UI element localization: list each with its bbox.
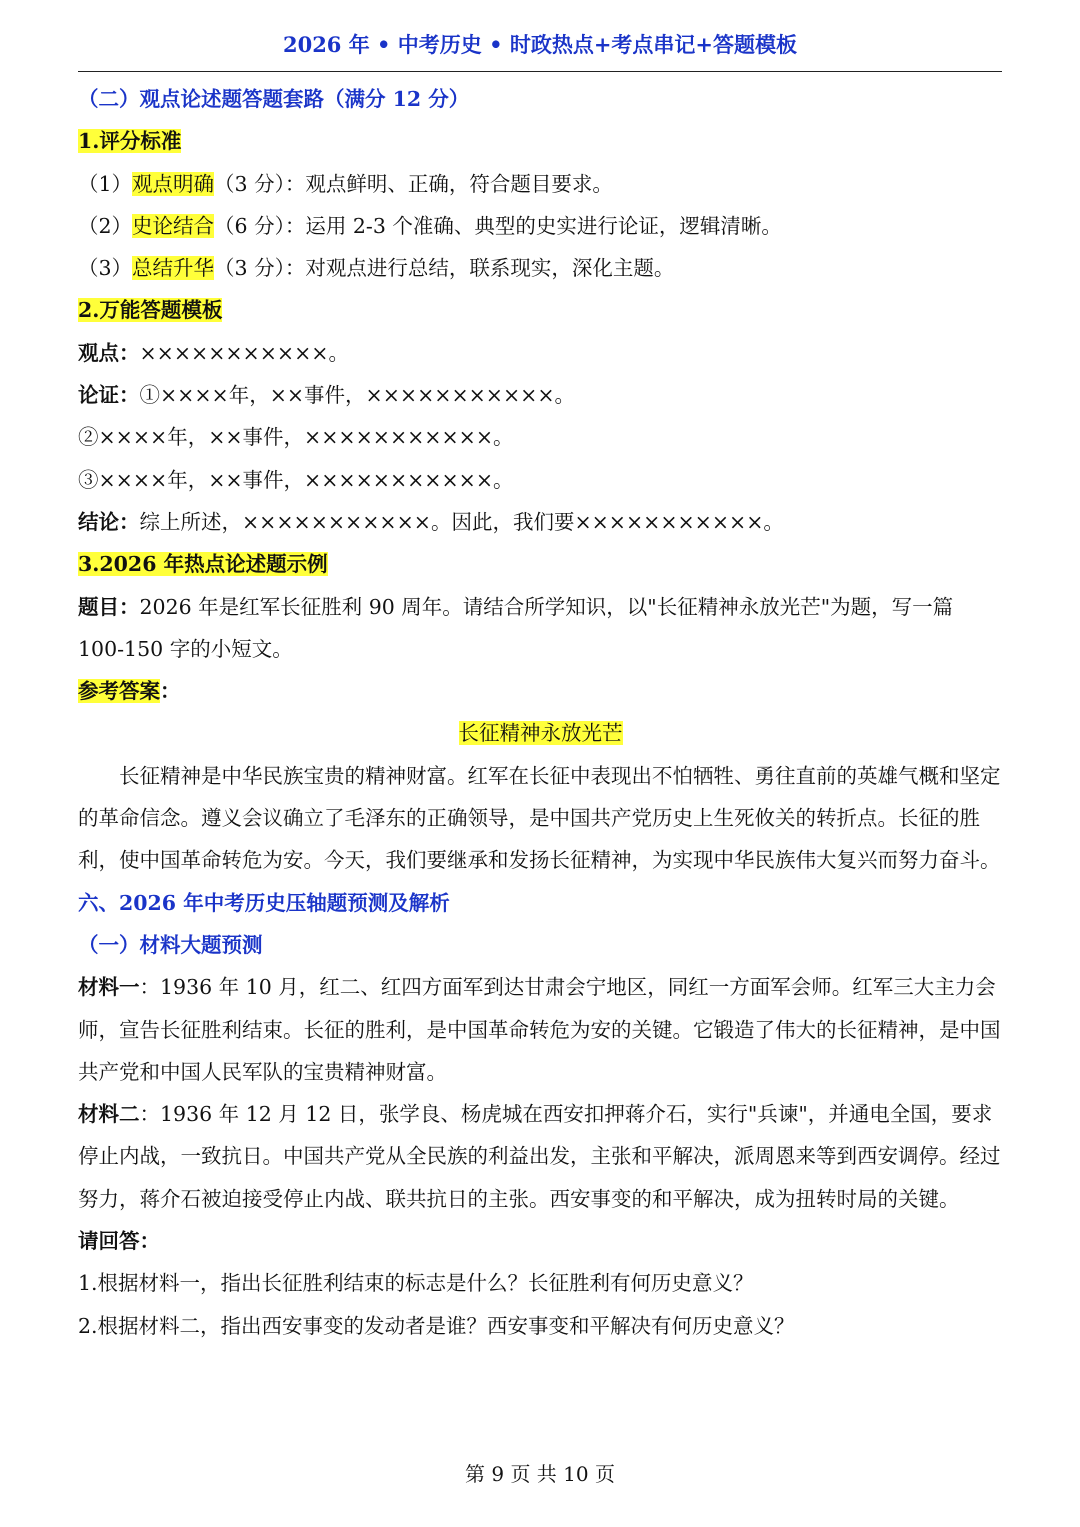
scoring-item-number: （3） — [78, 256, 133, 281]
section-heading-6: 六、2026 年中考历史压轴题预测及解析 — [78, 890, 450, 915]
argument-text: ①××××年，××事件，×××××××××××。 — [139, 383, 576, 408]
scoring-item-key: 总结升华 — [132, 256, 215, 281]
example-question — [78, 586, 1003, 671]
template-argument-2: ②××××年，××事件，×××××××××××。 — [78, 425, 514, 450]
ask-label: 请回答： — [78, 1229, 160, 1254]
page-footer — [0, 1458, 1080, 1487]
scoring-item-text: （3 分）：对观点进行总结，联系现实，深化主题。 — [214, 256, 675, 281]
reference-answer — [78, 670, 1003, 712]
subheading-scoring-text: 1.评分标准 — [78, 129, 182, 154]
subheading-material: （一）材料大题预测 — [78, 932, 263, 957]
material-2-text: ：1936 年 12 月 12 日，张学良、杨虎城在西安扣押蒋介石，实行"兵谏"，并通电全国，要求停止内战，一致抗日。中国共产党从全民族的利益出发，主张和平解决，派周恩来等到西安调停。经过努力，蒋介石被迫接受停止内战、联共抗日的主张。西安事变的和平解决，成为扭转时局的关键。 — [78, 1102, 1001, 1211]
material-1 — [78, 966, 1003, 1093]
page-content — [78, 78, 1003, 1347]
template-conclusion — [78, 501, 1003, 543]
viewpoint-text: ×××××××××××。 — [139, 340, 349, 365]
subheading-template — [78, 289, 1003, 331]
essay-body: 长征精神是中华民族宝贵的精神财富。红军在长征中表现出不怕牺牲、勇往直前的英雄气概和坚定的革命信念。遵义会议确立了毛泽东的正确领导，是中国共产党历史上生死攸关的转折点。长征的胜利，使中国革命转危为安。今天，我们要继承和发扬长征精神，为实现中华民族伟大复兴而努力奋斗。 — [78, 763, 1001, 873]
page-header — [78, 28, 1002, 72]
subheading-scoring — [78, 120, 1003, 162]
material-1-label: 材料一 — [78, 975, 140, 1000]
template-argument-3: ③××××年，××事件，×××××××××××。 — [78, 467, 514, 492]
scoring-item-number: （2） — [78, 213, 133, 238]
scoring-item-text: （6 分）：运用 2-3 个准确、典型的史实进行论证，逻辑清晰。 — [214, 213, 782, 238]
section-heading-2: （二）观点论述题答题套路（满分 12 分） — [78, 87, 470, 111]
argument-label: 论证： — [78, 383, 140, 408]
header-title: 2026 年 • 中考历史 • 时政热点+考点串记+答题模板 — [282, 32, 798, 57]
reference-answer-colon: ： — [160, 679, 181, 704]
subheading-example — [78, 543, 1003, 585]
template-argument-1 — [78, 374, 1003, 416]
scoring-item-2 — [78, 205, 1003, 247]
material-1-text: ：1936 年 10 月，红二、红四方面军到达甘肃会宁地区，同红一方面军会师。红军三大主力会师，宣告长征胜利结束。长征的胜利，是中国革命转危为安的关键。它锻造了伟大的长征精神，是中国共产党和中国人民军队的宝贵精神财富。 — [78, 975, 1001, 1084]
question-1: 1.根据材料一，指出长征胜利结束的标志是什么？长征胜利有何历史意义？ — [78, 1271, 754, 1296]
subheading-example-text: 3.2026 年热点论述题示例 — [78, 552, 328, 577]
viewpoint-label: 观点： — [78, 340, 140, 365]
question-2: 2.根据材料二，指出西安事变的发动者是谁？西安事变和平解决有何历史意义？ — [78, 1313, 795, 1338]
subheading-template-text: 2.万能答题模板 — [78, 298, 223, 323]
essay-title — [78, 712, 1003, 754]
question-label: 题目： — [78, 594, 140, 619]
conclusion-text: 综上所述，×××××××××××。因此，我们要×××××××××××。 — [139, 509, 784, 534]
material-2-label: 材料二 — [78, 1102, 140, 1127]
question-text: 2026 年是红军长征胜利 90 周年。请结合所学知识，以"长征精神永放光芒"为题，写一篇 100-150 字的小短文。 — [78, 594, 954, 661]
scoring-item-number: （1） — [78, 171, 133, 196]
scoring-item-text: （3 分）：观点鲜明、正确，符合题目要求。 — [214, 171, 613, 196]
scoring-item-1 — [78, 163, 1003, 205]
material-2 — [78, 1093, 1003, 1220]
conclusion-label: 结论： — [78, 509, 140, 534]
scoring-item-3 — [78, 247, 1003, 289]
reference-answer-label: 参考答案 — [78, 679, 160, 704]
page-number: 第 9 页 共 10 页 — [465, 1462, 615, 1486]
scoring-item-key: 史论结合 — [132, 213, 215, 238]
scoring-item-key: 观点明确 — [132, 171, 215, 196]
template-viewpoint — [78, 332, 1003, 374]
essay-title-text: 长征精神永放光芒 — [458, 721, 623, 746]
